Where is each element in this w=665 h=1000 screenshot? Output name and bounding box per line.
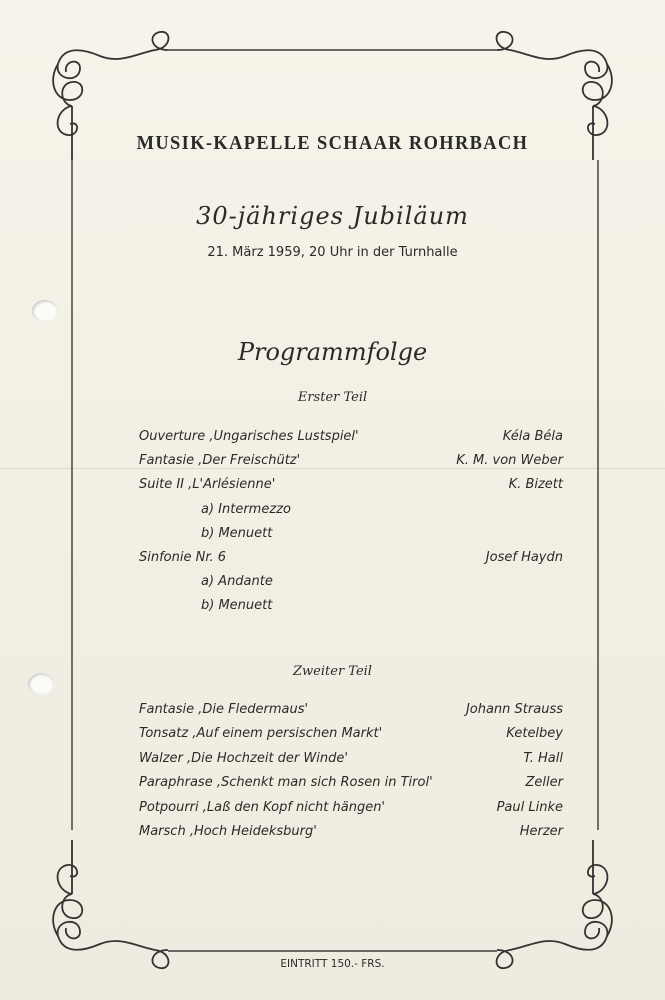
- work-title: a) Intermezzo: [201, 501, 291, 517]
- composer: K. M. von Weber: [456, 453, 563, 469]
- work-title: Potpourri ‚Laß den Kopf nicht hängen': [139, 799, 386, 815]
- program-item: [139, 477, 563, 499]
- admission-price: EINTRITT 150.- FRS.: [280, 958, 385, 970]
- work-title: Ouverture ‚Ungarisches Lustspiel': [139, 429, 359, 444]
- work-title: b) Menuett: [201, 598, 273, 614]
- program-item: [139, 775, 563, 797]
- program-item: [139, 800, 563, 822]
- program-item: [139, 824, 563, 846]
- work-title: Sinfonie Nr. 6: [139, 550, 227, 565]
- composer: T. Hall: [523, 750, 563, 766]
- composer: Josef Haydn: [485, 550, 563, 565]
- composer: Ketelbey: [506, 726, 563, 742]
- program-item: [139, 550, 563, 572]
- anniversary-title: 30-jähriges Jubiläum: [196, 202, 469, 230]
- work-title: Paraphrase ‚Schenkt man sich Rosen in Tirol': [139, 775, 433, 791]
- band-title: MUSIK-KAPELLE SCHAAR ROHRBACH: [136, 132, 529, 154]
- composer: Herzer: [519, 824, 563, 839]
- work-title: b) Menuett: [201, 525, 273, 541]
- program-item: [139, 453, 563, 475]
- part-one-heading: Erster Teil: [297, 390, 368, 405]
- program-item: [139, 726, 563, 748]
- program-item: [139, 751, 563, 773]
- composer: K. Bizett: [508, 477, 563, 493]
- program-item: [139, 598, 563, 620]
- work-title: Fantasie ‚Der Freischütz': [139, 453, 301, 469]
- program-item: [139, 526, 563, 548]
- program-heading: Programmfolge: [237, 338, 428, 366]
- work-title: Suite II ‚L'Arlésienne': [139, 477, 276, 493]
- program-item: [139, 502, 563, 524]
- composer: Kéla Béla: [502, 429, 563, 444]
- composer: Paul Linke: [496, 799, 563, 815]
- composer: Zeller: [525, 775, 563, 791]
- work-title: Tonsatz ‚Auf einem persischen Markt': [139, 726, 383, 742]
- program-item: [139, 429, 563, 451]
- work-title: a) Andante: [201, 574, 273, 590]
- program-item: [139, 574, 563, 596]
- composer: Johann Strauss: [465, 702, 563, 717]
- work-title: Marsch ‚Hoch Heideksburg': [139, 824, 317, 839]
- work-title: Fantasie ‚Die Fledermaus': [139, 702, 309, 717]
- event-date: 21. März 1959, 20 Uhr in der Turnhalle: [207, 245, 458, 260]
- work-title: Walzer ‚Die Hochzeit der Winde': [139, 750, 348, 766]
- part-two-heading: Zweiter Teil: [293, 664, 372, 679]
- program-item: [139, 702, 563, 724]
